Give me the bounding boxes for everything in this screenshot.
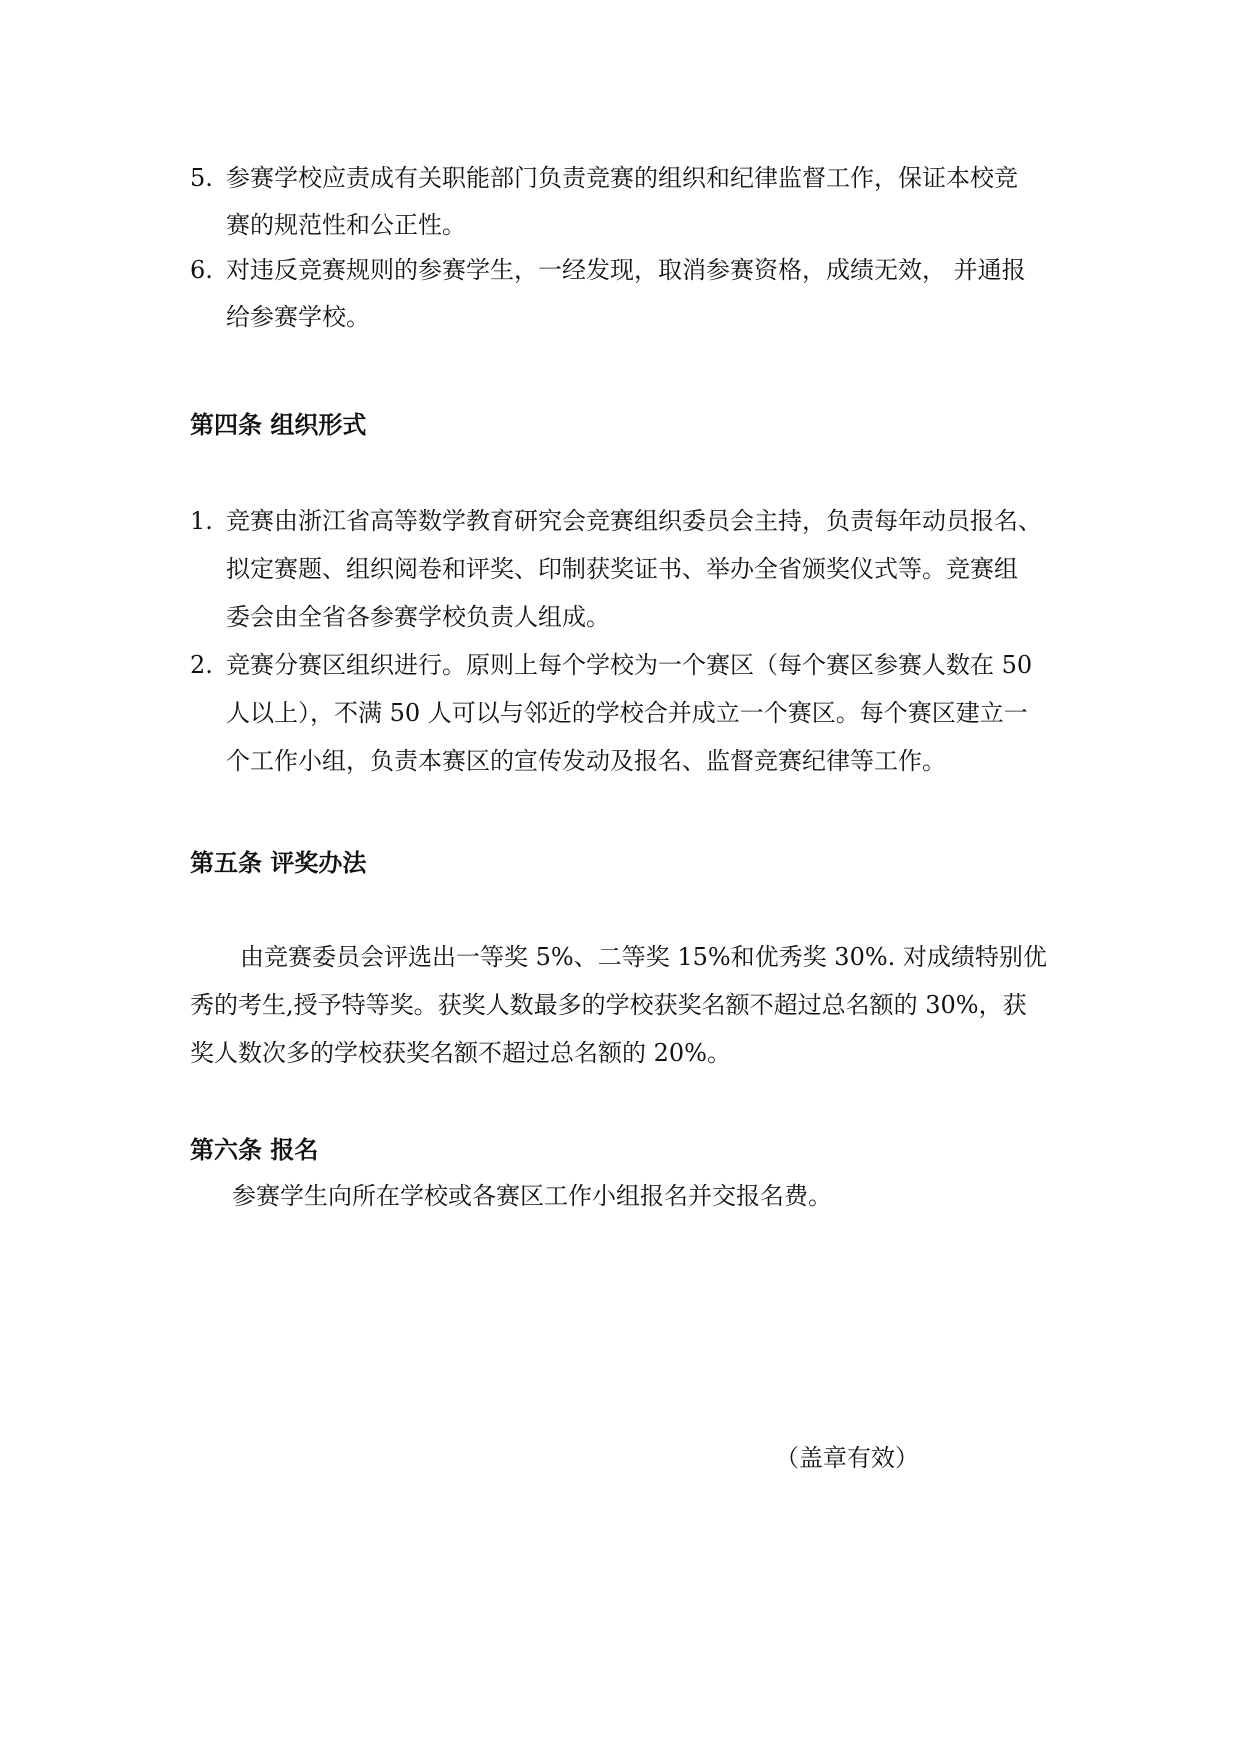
list-item-number: 2. xyxy=(190,651,213,679)
list-item-line: 参赛学校应责成有关职能部门负责竞赛的组织和纪律监督工作，保证本校竞 xyxy=(226,164,1018,192)
list-item-line: 拟定赛题、组织阅卷和评奖、印制获奖证书、举办全省颁奖仪式等。竞赛组 xyxy=(226,555,1018,583)
list-item-number: 5. xyxy=(190,164,213,192)
list-item-line: 赛的规范性和公正性。 xyxy=(226,211,466,239)
list-item-line: 给参赛学校。 xyxy=(226,303,370,331)
list-item-number: 6. xyxy=(190,256,213,284)
section-heading: 第四条 组织形式 xyxy=(190,411,367,439)
paragraph-line: 由竞赛委员会评选出一等奖 5%、二等奖 15%和优秀奖 30%. 对成绩特别优 xyxy=(240,943,1047,971)
list-item-number: 1. xyxy=(190,507,213,535)
list-item-line: 竞赛由浙江省高等数学教育研究会竞赛组织委员会主持，负责每年动员报名、 xyxy=(226,507,1042,535)
list-item-line: 个工作小组，负责本赛区的宣传发动及报名、监督竞赛纪律等工作。 xyxy=(226,747,946,775)
paragraph-line: 秀的考生,授予特等奖。获奖人数最多的学校获奖名额不超过总名额的 30%，获 xyxy=(190,991,1027,1019)
list-item-line: 人以上），不满 50 人可以与邻近的学校合并成立一个赛区。每个赛区建立一 xyxy=(226,699,1028,727)
section-heading: 第五条 评奖办法 xyxy=(190,849,367,877)
section-heading: 第六条 报名 xyxy=(190,1136,319,1164)
list-item-line: 竞赛分赛区组织进行。原则上每个学校为一个赛区（每个赛区参赛人数在 50 xyxy=(226,651,1033,679)
list-item-line: 委会由全省各参赛学校负责人组成。 xyxy=(226,603,610,631)
paragraph-line: 参赛学生向所在学校或各赛区工作小组报名并交报名费。 xyxy=(232,1182,832,1210)
paragraph-line: 奖人数次多的学校获奖名额不超过总名额的 20%。 xyxy=(190,1039,731,1067)
list-item-line: 对违反竞赛规则的参赛学生，一经发现，取消参赛资格，成绩无效， 并通报 xyxy=(226,256,1026,284)
stamp-note: （盖章有效） xyxy=(775,1444,919,1472)
